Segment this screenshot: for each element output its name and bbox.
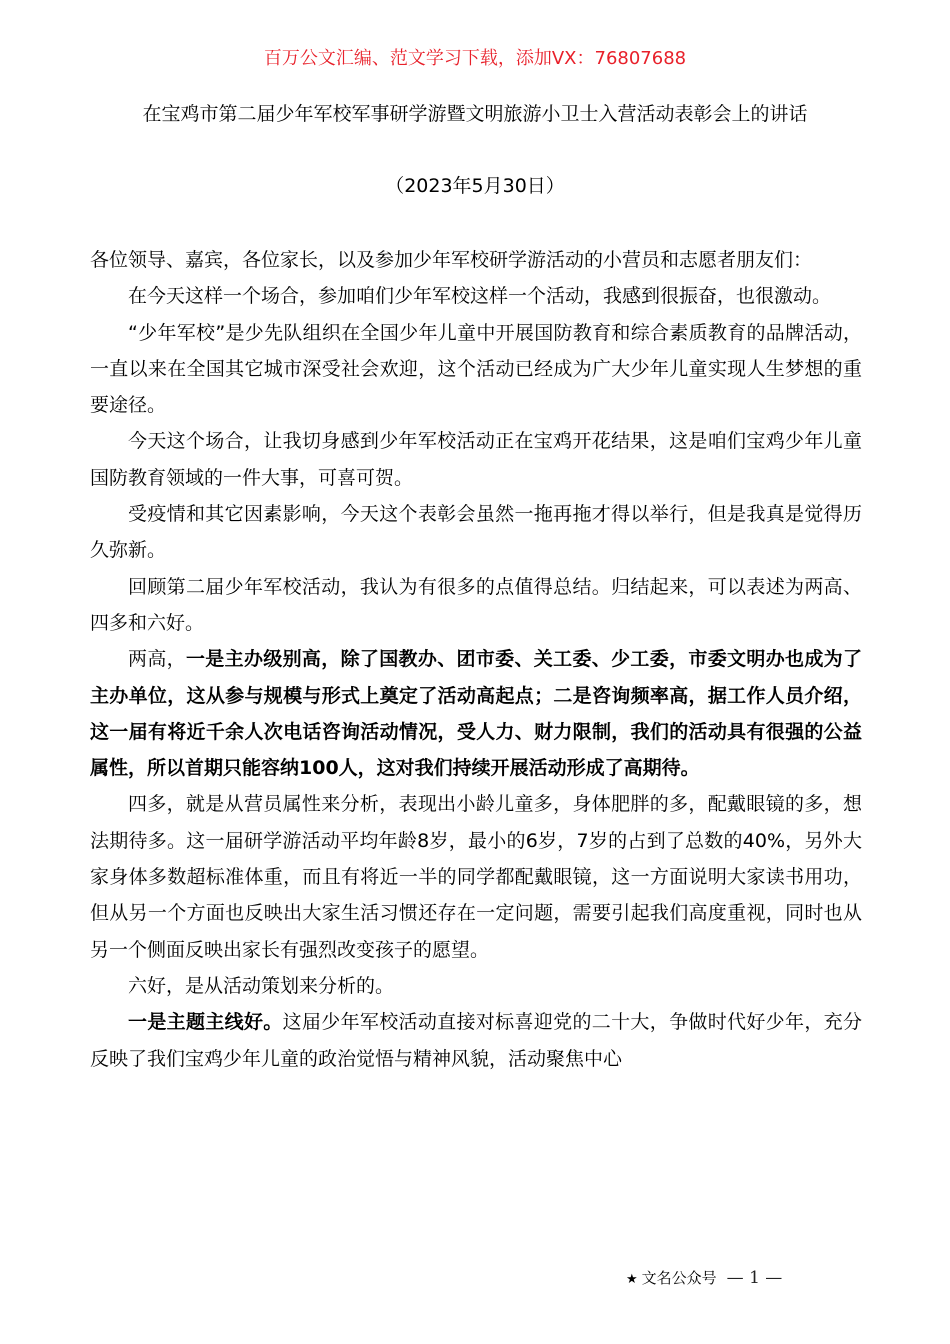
page-number: — 1 —: [726, 1268, 783, 1288]
salutation: 各位领导、嘉宾，各位家长，以及参加少年军校研学游活动的小营员和志愿者朋友们：: [90, 249, 813, 271]
paragraph-text: 这届少年军校活动直接对标喜迎党的二十大，争做时代好少年，充分反映了我们宝鸡少年儿童的政治觉悟与精神风貌，活动聚焦中心: [90, 1011, 862, 1070]
document-title: 在宝鸡市第二届少年军校军事研学游暨文明旅游小卫士入营活动表彰会上的讲话: [142, 103, 808, 125]
paragraph-theme: [90, 1004, 862, 1077]
star-icon: ★: [626, 1272, 638, 1287]
paragraph: 回顾第二届少年军校活动，我认为有很多的点值得总结。归结起来，可以表述为两高、四多和六好。: [90, 575, 862, 634]
paragraph-lead: 两高，: [128, 648, 186, 671]
paragraph: 四多，就是从营员属性来分析，表现出小龄儿童多，身体肥胖的多，配戴眼镜的多，想法期待多。这一届研学游活动平均年龄8岁，最小的6岁，7岁的占到了总数的40%，另外大家身体多数超标准体重，而且有将近一半的同学都配戴眼镜，这一方面说明大家读书用功，但从另一个方面也反映出大家生活习惯还存在一定问题，需要引起我们高度重视，同时也从另一个侧面反映出家长有强烈改变孩子的愿望。: [90, 793, 862, 961]
paragraph: “少年军校”是少先队组织在全国少年儿童中开展国防教育和综合素质教育的品牌活动，一直以来在全国其它城市深受社会欢迎，这个活动已经成为广大少年儿童实现人生梦想的重要途径。: [90, 321, 862, 417]
paragraph-bold-text: 一是主办级别高，除了国教办、团市委、关工委、少工委，市委文明办也成为了主办单位，这从参与规模与形式上奠定了活动高起点；二是咨询频率高，据工作人员介绍，这一届有将近千余人次电话咨询活动情况，受人力、财力限制，我们的活动具有很强的公益属性，所以首期只能容纳100人，这对我们持续开展活动形成了高期待。: [90, 648, 862, 780]
paragraph-two-highs: [90, 641, 862, 786]
paragraph: 受疫情和其它因素影响，今天这个表彰会虽然一拖再拖才得以举行，但是我真是觉得历久弥新。: [90, 503, 862, 562]
paragraph: 在今天这样一个场合，参加咱们少年军校这样一个活动，我感到很振奋，也很激动。: [128, 285, 832, 308]
document-body: [90, 242, 862, 1077]
paragraph-bold-lead: 一是主题主线好。: [128, 1011, 283, 1034]
page-footer: [626, 1266, 782, 1292]
header-banner: 百万公文汇编、范文学习下载，添加VX：76807688: [263, 48, 687, 69]
document-date: （2023年5月30日）: [385, 175, 565, 197]
paragraph: 六好，是从活动策划来分析的。: [128, 974, 395, 997]
footer-source: 文名公众号: [641, 1269, 717, 1287]
paragraph: 今天这个场合，让我切身感到少年军校活动正在宝鸡开花结果，这是咱们宝鸡少年儿童国防教育领域的一件大事，可喜可贺。: [90, 430, 862, 489]
